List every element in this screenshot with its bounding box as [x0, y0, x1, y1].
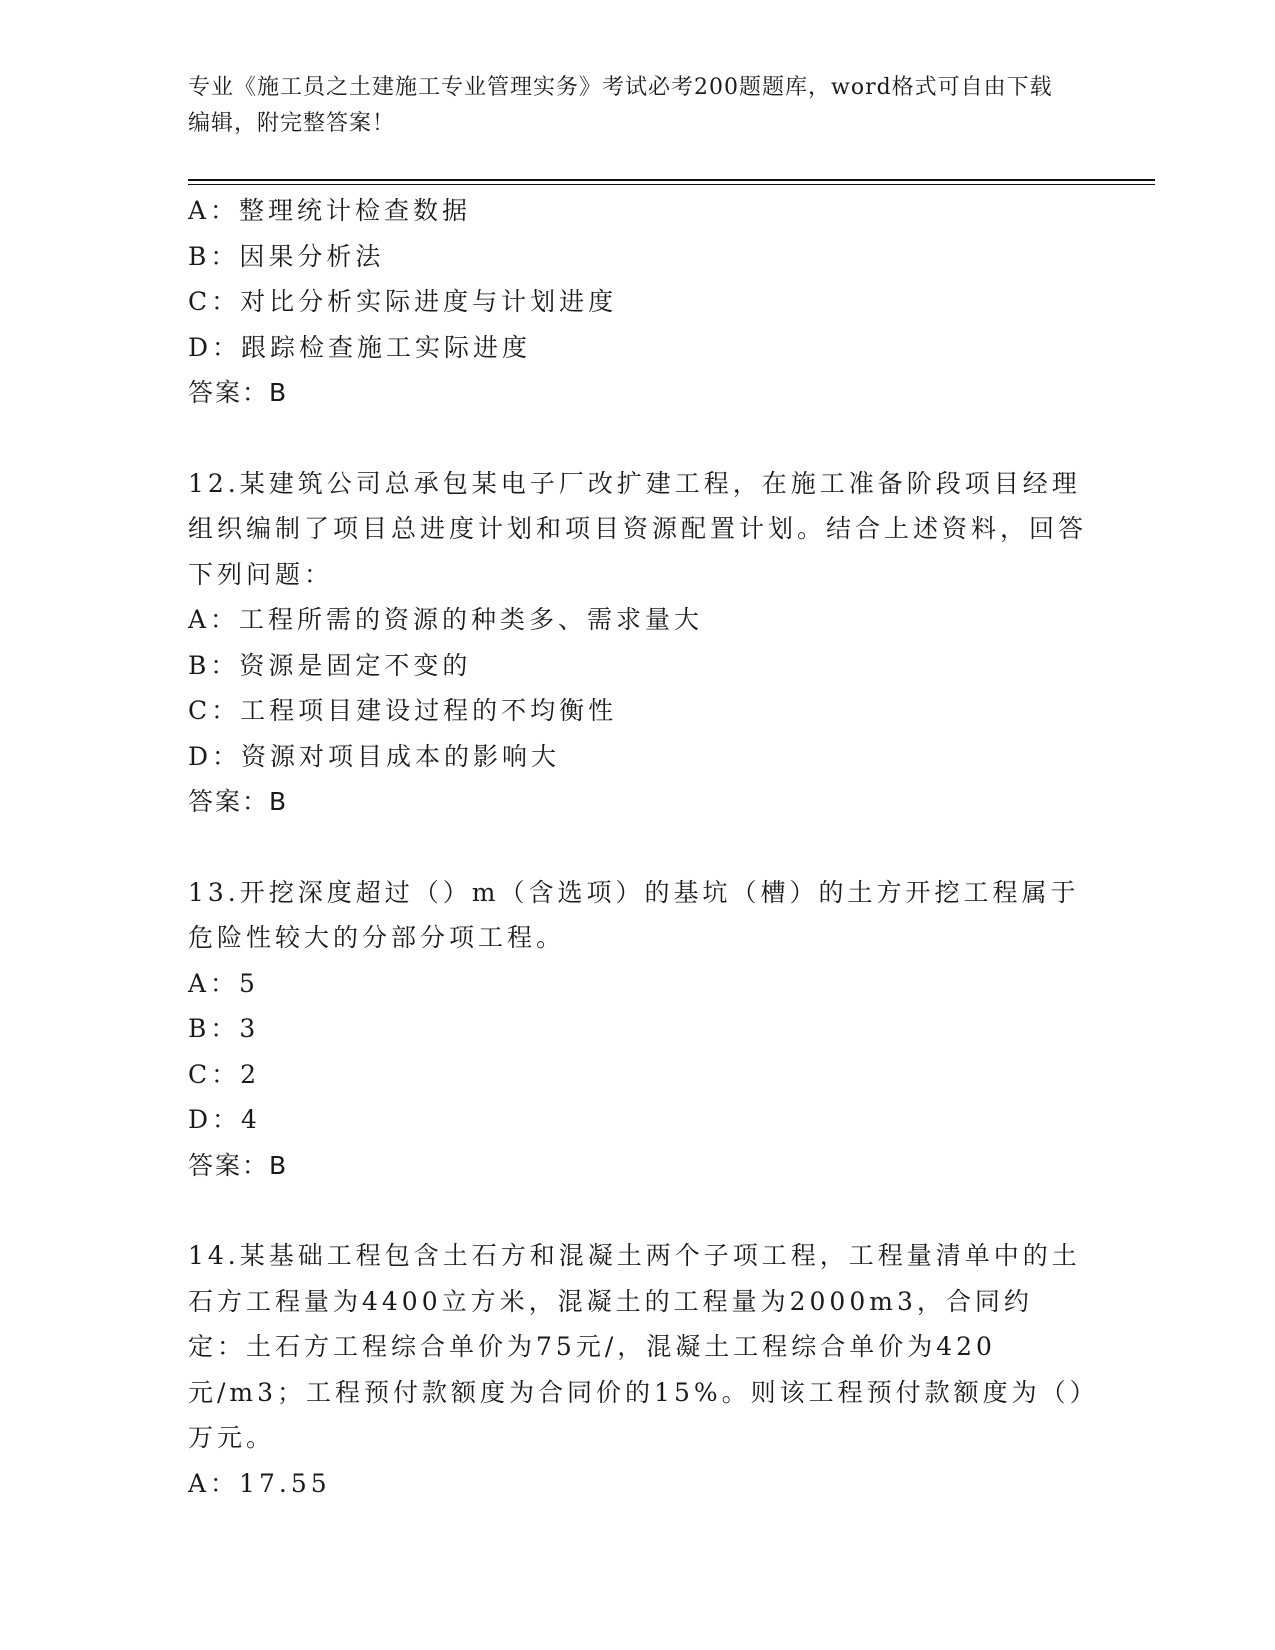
option-c: C：2 [188, 1059, 261, 1089]
option-d: D：4 [188, 1105, 261, 1134]
option-d: D：跟踪检查施工实际进度 [188, 332, 532, 362]
option-c: C：工程项目建设过程的不均衡性 [188, 696, 618, 725]
question-11 [188, 188, 1088, 416]
question-text: 14.某基础工程包含土石方和混凝土两个子项工程，工程量清单中的土石方工程量为4400立方米，混凝土的工程量为2000m3，合同约定：土石方工程综合单价为75元/，混凝土工程综合单价为420元/m3；工程预付款额度为合同价的15%。则该工程预付款额度为（）万元。 [188, 1241, 1087, 1452]
spacer [188, 416, 1088, 461]
question-text: 13.开挖深度超过（）m（含选项）的基坑（槽）的土方开挖工程属于危险性较大的分部分项工程。 [188, 877, 1080, 952]
question-list [188, 188, 1088, 1506]
option-c: C：对比分析实际进度与计划进度 [188, 287, 618, 316]
question-12 [188, 461, 1088, 825]
document-header: 专业《施工员之土建施工专业管理实务》考试必考200题题库，word格式可自由下载编辑，附完整答案！ [188, 75, 1053, 136]
option-d: D：资源对项目成本的影响大 [188, 741, 561, 771]
option-a: A：17.55 [188, 1468, 331, 1498]
option-b: B：3 [188, 1014, 260, 1043]
question-13 [188, 870, 1088, 1189]
spacer [188, 1188, 1088, 1233]
spacer [188, 825, 1088, 870]
answer: 答案：B [188, 378, 289, 407]
header-rule-thick [188, 179, 1155, 181]
header-rule-thin [188, 184, 1155, 185]
option-a: A：工程所需的资源的种类多、需求量大 [188, 605, 704, 634]
answer: 答案：B [188, 787, 289, 816]
option-b: B：因果分析法 [188, 241, 385, 271]
question-14 [188, 1233, 1088, 1506]
question-text: 12.某建筑公司总承包某电子厂改扩建工程，在施工准备阶段项目经理组织编制了项目总进度计划和项目资源配置计划。结合上述资料，回答下列问题： [188, 468, 1088, 589]
option-b: B：资源是固定不变的 [188, 650, 472, 680]
answer: 答案：B [188, 1150, 289, 1180]
option-a: A：5 [188, 968, 259, 998]
option-a: A：整理统计检查数据 [188, 196, 472, 225]
